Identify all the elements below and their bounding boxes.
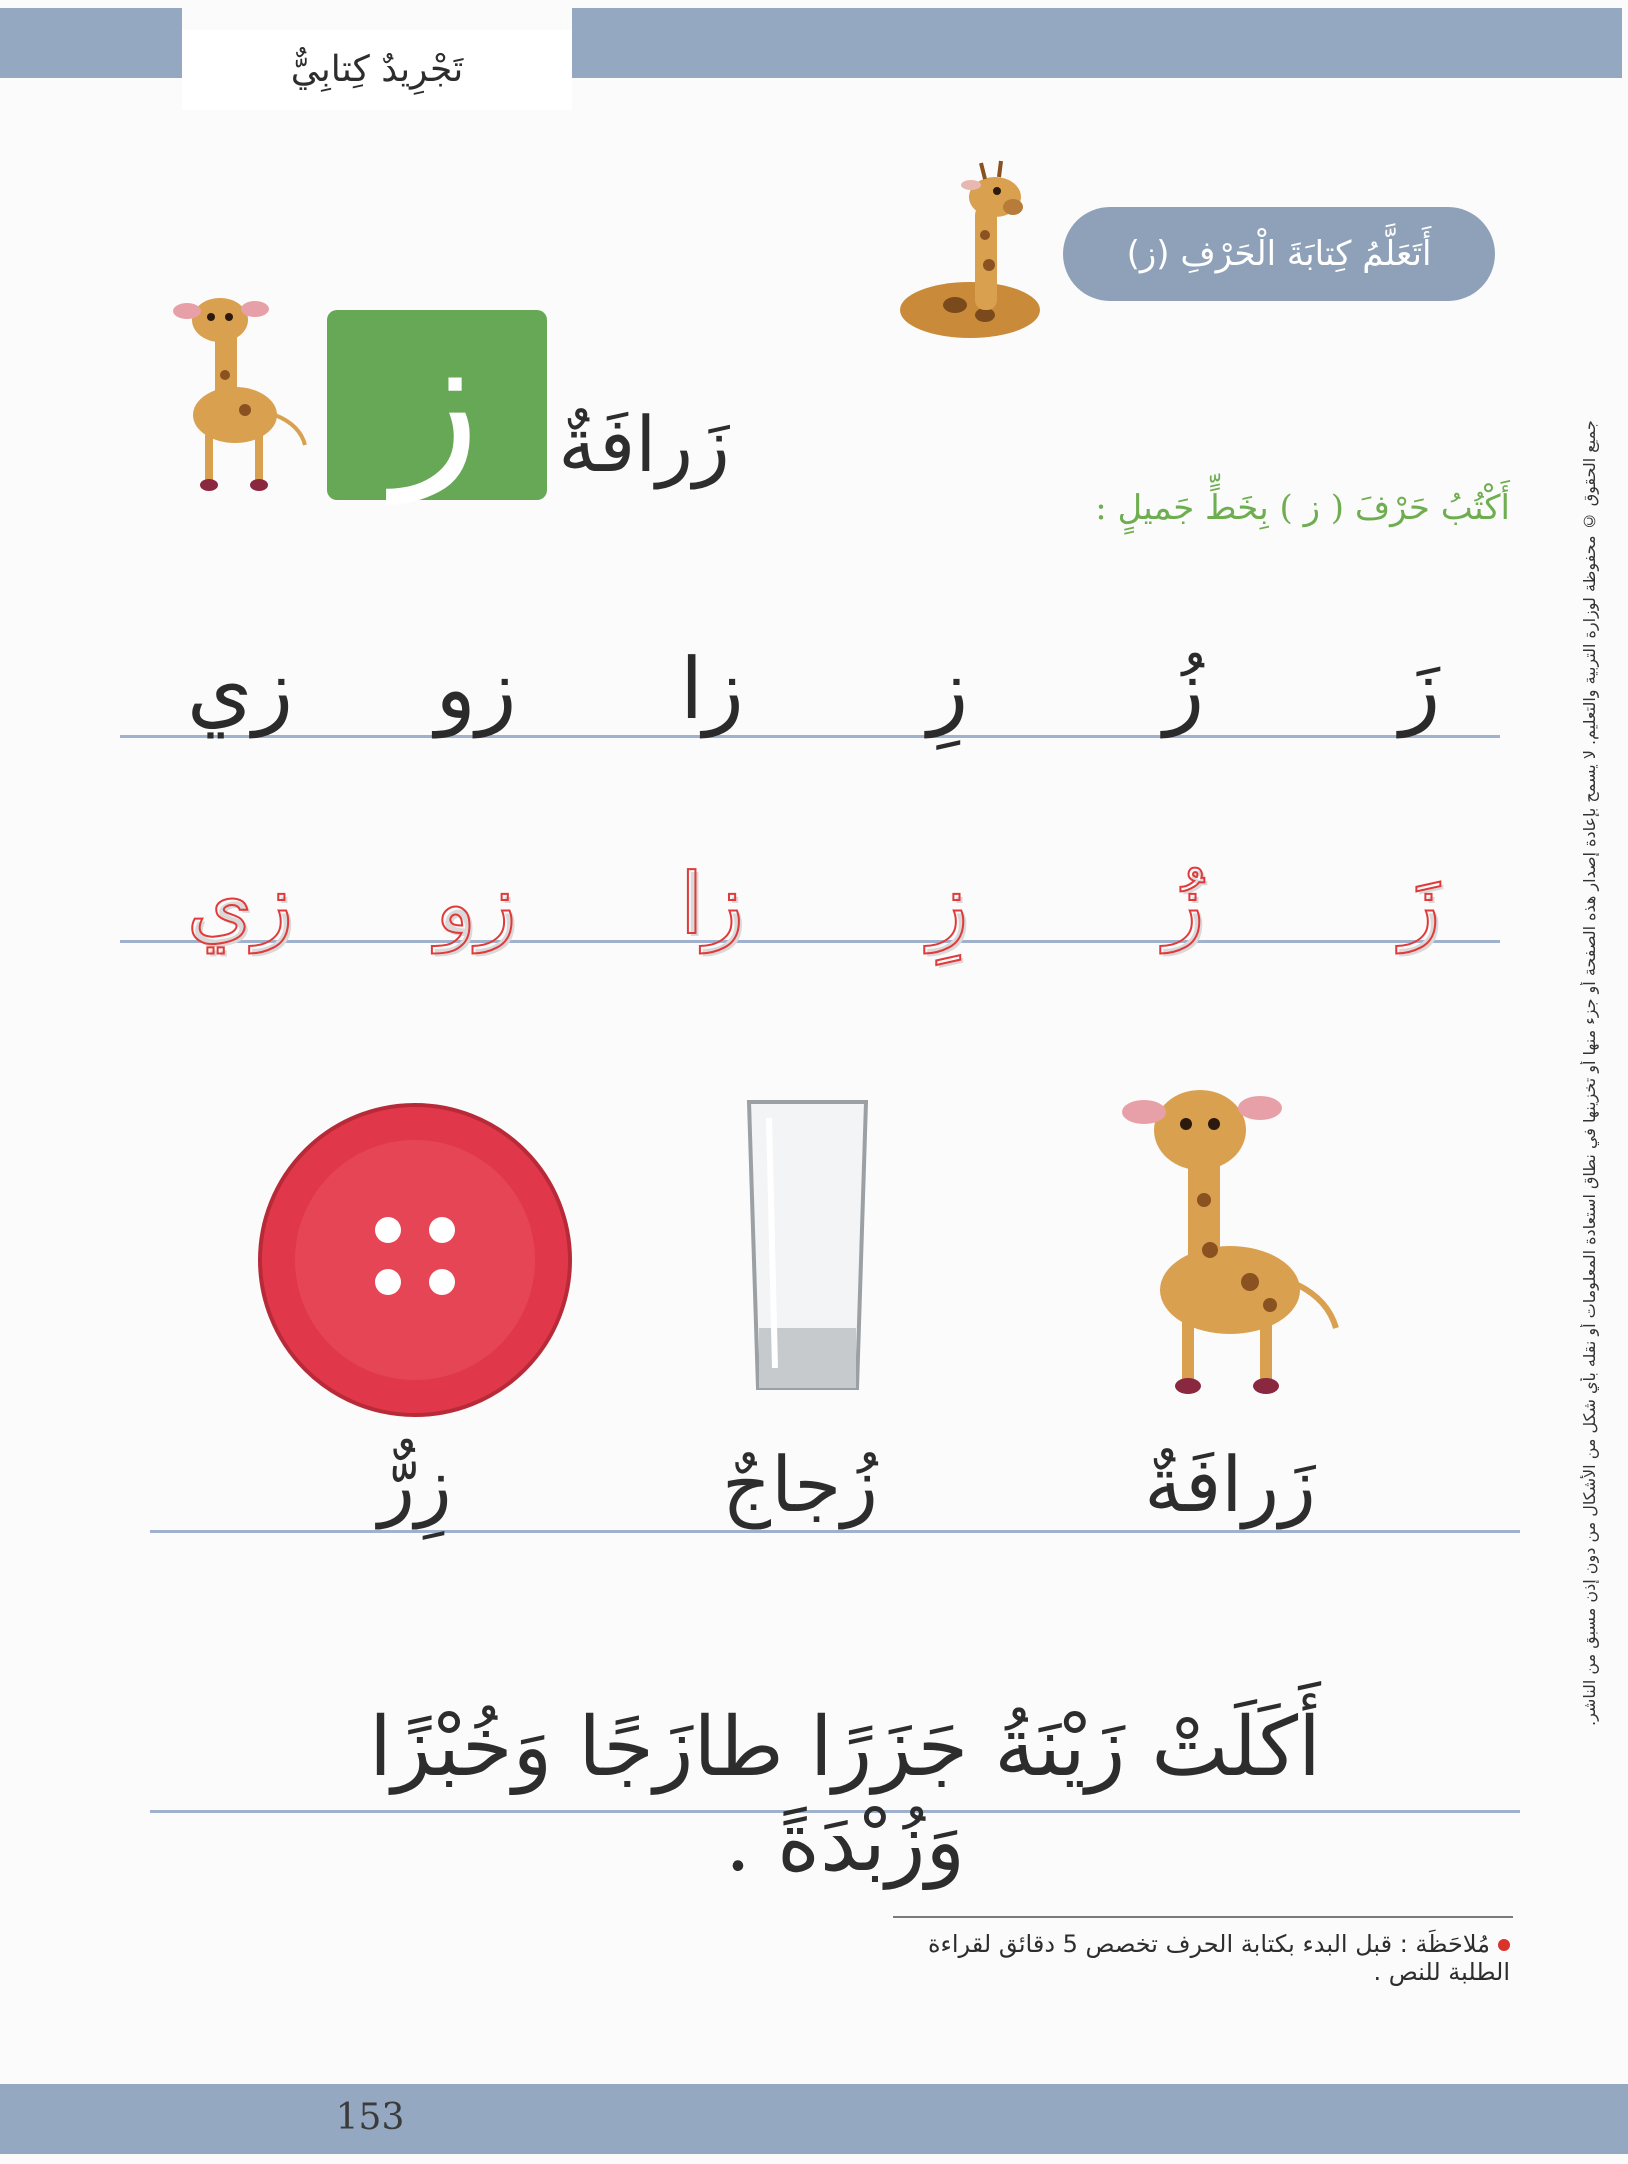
trace-syllable[interactable]: زو [435,855,517,953]
trace-syllable[interactable]: زَ [1399,855,1441,953]
giraffe-image [1110,1060,1350,1400]
trace-syllable[interactable]: زا [680,855,744,953]
sitting-giraffe-image [885,155,1045,345]
chapter-title: تَجْرِيدٌ كِتابِيٌّ [182,30,572,110]
button-image [255,1100,575,1420]
trace-syllable[interactable]: زي [186,855,294,953]
key-word: زَرافَةٌ [558,400,730,489]
note-divider [893,1916,1513,1918]
bullet-icon [1498,1939,1510,1951]
word-glass: زُجاجٌ [722,1440,878,1529]
syllable: زِ [927,640,969,738]
standing-giraffe-small-image [165,285,315,495]
note-text: مُلاحَظَة : قبل البدء بكتابة الحرف تخصص 5 دقائق لقراءة الطلبة للنص . [927,1930,1510,1986]
word-giraffe: زَرافَةٌ [1144,1440,1316,1529]
page-number: 153 [335,2097,405,2138]
glass-image [745,1098,870,1398]
word-button: زِرٌّ [378,1440,452,1529]
trace-syllable[interactable]: زِ [927,855,969,953]
syllable: زَ [1399,640,1441,738]
syllable: زُ [1163,640,1205,738]
syllable-row [165,640,1495,738]
writing-instruction: أَكْتُبُ حَرْفَ ( ز ) بِخَطٍّ جَميلٍ : [1095,488,1510,528]
syllable: زي [186,640,294,738]
trace-syllable-row [165,855,1495,953]
writing-line-3 [150,1530,1520,1533]
teacher-note [880,1930,1510,1986]
trace-syllable[interactable]: زُ [1163,855,1205,953]
header-band-right [572,8,1622,78]
header-band-left [0,8,182,78]
syllable: زو [435,640,517,738]
practice-sentence: أَكَلَتْ زَيْنَةُ جَزَرًا طازَجًا وَخُبْزًا وَزُبْدَةً . [369,1700,1321,1890]
letter-tile: ز [327,310,547,500]
footer-band [0,2084,1628,2154]
syllable: زا [680,640,744,738]
lesson-title: أَتَعَلَّمُ كِتابَةَ الْحَرْفِ (ز) [1063,207,1495,301]
copyright-text: جميع الحقوق © محفوظة لوزارة التربية والتعليم. لا يسمح بإعادة إصدار هذه الصفحة أو جزء منها أو تخزينها في نطاق استعادة المعلومات أو نقله بأي شكل من الأشكال من دون إذن مسبق من الناشر. [1580,420,1599,1726]
